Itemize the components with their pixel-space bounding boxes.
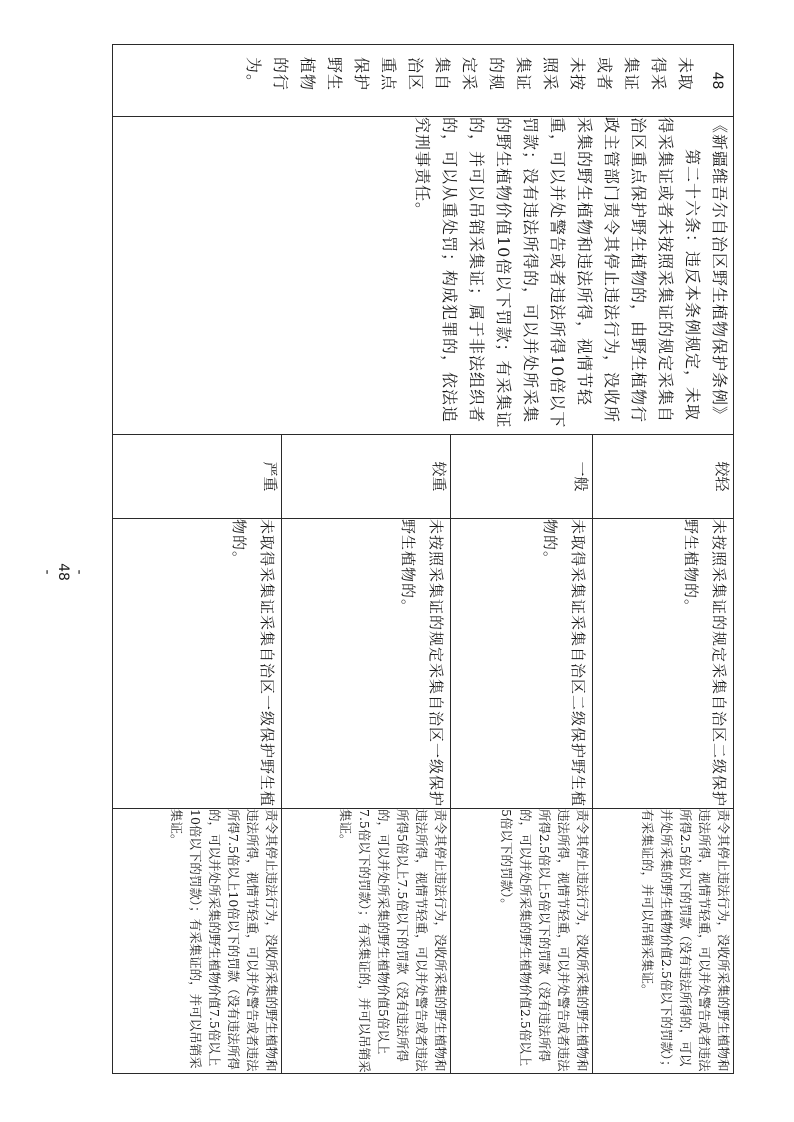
penalty-standard-table	[112, 44, 734, 1074]
subject-cell	[113, 45, 734, 117]
violation-subject: 未取得采集证或者未按照采集证的规定采集自治区重点保护野生植物的行为。	[244, 57, 695, 92]
level-cell: 一般	[451, 435, 592, 519]
situation-cell: 未取得采集证采集自治区一级保护野生植物的。	[113, 519, 282, 809]
situation-cell: 未取得采集证采集自治区二级保护野生植物的。	[451, 519, 592, 809]
legal-basis-cell	[113, 117, 734, 435]
level-cell: 较轻	[592, 435, 733, 519]
inner-page-number: 48	[709, 71, 725, 90]
table-row	[592, 45, 733, 1074]
situation-cell: 未按照采集证的规定采集自治区二级保护野生植物的。	[592, 519, 733, 809]
penalty-cell: 责令其停止违法行为，没收所采集的野生植物和违法所得，视情节轻重，可以并处警告或者违法所得5倍以上7.5倍以下的罚款（没有违法所得的，可以并处所采集的野生植物价值5倍以上7.5倍以下的罚款）；有采集证的，并可以吊销采集证。	[282, 809, 451, 1074]
level-cell: 严重	[113, 435, 282, 519]
footer-page-number: - 48 -	[39, 563, 87, 581]
penalty-cell: 责令其停止违法行为，没收所采集的野生植物和违法所得，视情节轻重，可以并处警告或者违法所得2.5倍以下的罚款（没有违法所得的，可以并处所采集的野生植物价值2.5倍以下的罚款）；有采集证的，并可以吊销采集证。	[592, 809, 733, 1074]
penalty-cell: 责令其停止违法行为，没收所采集的野生植物和违法所得，视情节轻重，可以并处警告或者违法所得7.5倍以上10倍以下的罚款（没有违法所得的，可以并处所采集的野生植物价值7.5倍以上10倍以下的罚款）；有采集证的，并可以吊销采集证。	[113, 809, 282, 1074]
rotated-table-frame	[112, 44, 734, 1073]
level-cell: 较重	[282, 435, 451, 519]
situation-cell: 未按照采集证的规定采集自治区一级保护野生植物的。	[282, 519, 451, 809]
law-article: 第二十六条：违反本条例规定，未取得采集证或者未按照采集证的规定采集自治区重点保护野生植物的，由野生植物行政主管部门责令其停止违法行为，没收所采集的野生植物和违法所得，视情节轻重，可以并处警告或者违法所得10倍以下罚款；没有违法所得的，可以并处所采集的野生植物价值10倍以下罚款；有采集证的，并可以吊销采集证；属于非法组织者的，可以从重处罚；构成犯罪的，依法追究刑事责任。	[413, 117, 702, 429]
penalty-cell: 责令其停止违法行为，没收所采集的野生植物和违法所得，视情节轻重，可以并处警告或者违法所得2.5倍以上5倍以下的罚款（没有违法所得的，可以并处所采集的野生植物价值2.5倍以上5倍以下的罚款）。	[451, 809, 592, 1074]
law-title: 《新疆维吾尔自治区野生植物保护条例》	[710, 117, 729, 424]
